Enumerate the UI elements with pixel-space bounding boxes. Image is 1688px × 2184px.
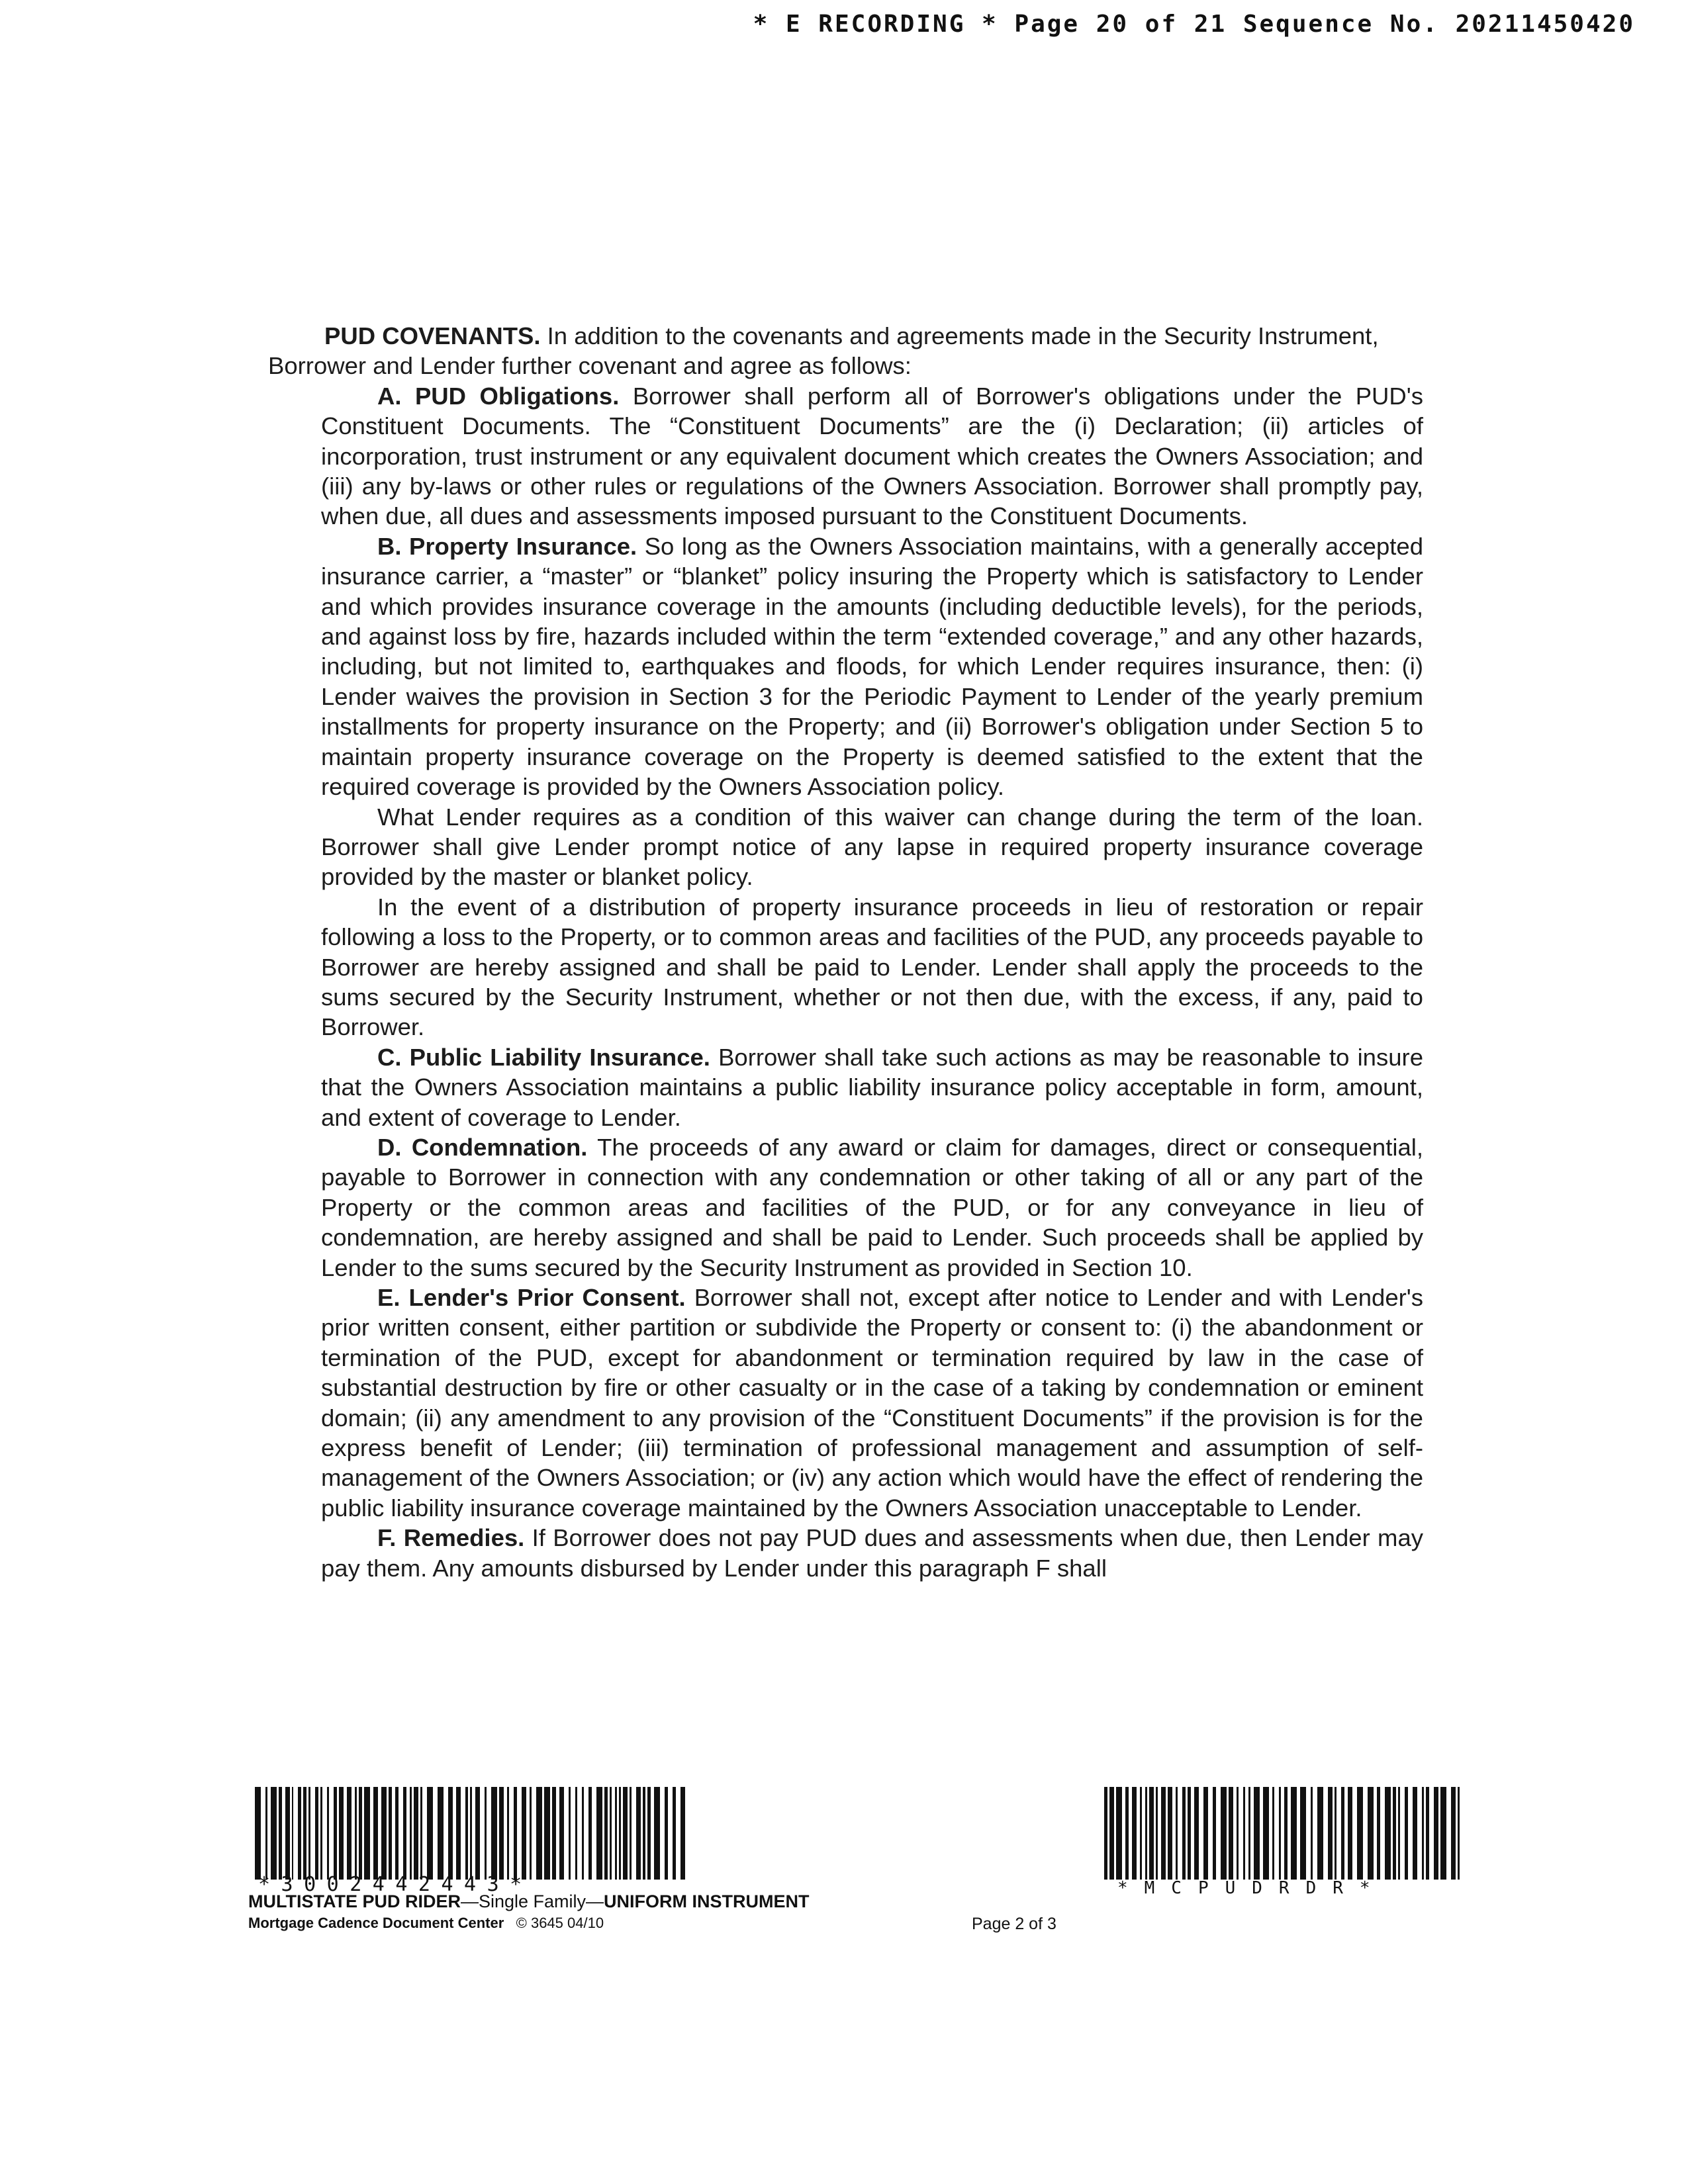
- barcode-right-caption: *MCPUDRDR*: [1117, 1878, 1387, 1898]
- barcode-bar: [552, 1787, 557, 1880]
- barcode-bar: [465, 1787, 469, 1880]
- section-a-text: Borrower shall perform all of Borrower's obligations under the PUD's Constituent Documents. The “Constituent Documents” are the (i) Declaration; (ii) articles of incorporation, trust instrument or any equivalent document which creates the Owners Association; and (iii) any by-laws or other rules or regulations of the Owners Association. Borrower shall promptly pay, when due, all dues and assessments imposed pursuant to the Constituent Documents.: [321, 382, 1423, 530]
- barcode-bar: [588, 1787, 592, 1880]
- barcode-bar: [255, 1787, 261, 1880]
- barcode-bar: [673, 1787, 676, 1880]
- barcode-bar: [1377, 1787, 1380, 1880]
- barcode-bar: [536, 1787, 542, 1880]
- barcode-bar: [427, 1787, 433, 1880]
- barcode-bar: [530, 1787, 532, 1880]
- barcode-bar: [1145, 1787, 1147, 1880]
- barcode-bar: [271, 1787, 277, 1880]
- barcode-left-caption: *3002442443*: [258, 1873, 533, 1896]
- intro-continuation: Borrower and Lender further covenant and agree as follows:: [268, 352, 912, 380]
- barcode-bar: [475, 1787, 480, 1880]
- section-b: [321, 531, 1423, 802]
- barcode-bar: [1272, 1787, 1274, 1880]
- recording-header: * E RECORDING * Page 20 of 21 Sequence No. 20211450420: [753, 11, 1635, 38]
- barcode-bar: [559, 1787, 564, 1880]
- barcode-bar: [327, 1787, 329, 1880]
- intro-paragraph: [268, 321, 1493, 381]
- barcode-left: [255, 1787, 688, 1880]
- barcode-bar: [1221, 1787, 1227, 1880]
- barcode-bar: [630, 1787, 632, 1880]
- section-d-heading: D. Condemnation.: [377, 1133, 588, 1161]
- barcode-bar: [1348, 1787, 1352, 1880]
- barcode-bar: [381, 1787, 387, 1880]
- form-title-part-3: UNIFORM INSTRUMENT: [604, 1891, 810, 1911]
- barcode-bar: [279, 1787, 282, 1880]
- barcode-bar: [334, 1787, 337, 1880]
- barcode-bar: [364, 1787, 370, 1880]
- barcode-bar: [1422, 1787, 1424, 1880]
- barcode-bar: [544, 1787, 550, 1880]
- section-f: [321, 1523, 1423, 1583]
- barcode-bar: [403, 1787, 406, 1880]
- intro-heading: PUD COVENANTS.: [324, 322, 541, 349]
- barcode-bar: [303, 1787, 306, 1880]
- barcode-bar: [414, 1787, 418, 1880]
- barcode-bar: [1291, 1787, 1297, 1880]
- barcode-bar: [604, 1787, 608, 1880]
- barcode-bar: [1182, 1787, 1186, 1880]
- barcode-bar: [636, 1787, 641, 1880]
- barcode-bar: [1149, 1787, 1154, 1880]
- barcode-bar: [1116, 1787, 1122, 1880]
- page-number: Page 2 of 3: [972, 1915, 1056, 1933]
- barcode-bar: [522, 1787, 526, 1880]
- section-c-text: Borrower shall take such actions as may be reasonable to insure that the Owners Association maintains a public liability insurance policy acceptable in form, amount, and extent of coverage to Lender.: [321, 1043, 1423, 1131]
- barcode-bar: [1368, 1787, 1374, 1880]
- barcode-bar: [456, 1787, 461, 1880]
- barcode-bar: [470, 1787, 472, 1880]
- form-title-part-1: MULTISTATE PUD RIDER: [248, 1891, 461, 1911]
- section-b-paragraph-3: In the event of a distribution of property insurance proceeds in lieu of restoration or repair following a loss to the Property, or to common areas and facilities of the PUD, any proceeds payable to Borrower are hereby assigned and shall be paid to Lender. Lender shall apply the proceeds to the sums secured by the Security Instrument, whether or not then due, with the excess, if any, paid to Borrower.: [321, 893, 1423, 1041]
- barcode-bar: [575, 1787, 577, 1880]
- barcode-bar: [1279, 1787, 1281, 1880]
- barcode-bar: [292, 1787, 294, 1880]
- barcode-bar: [654, 1787, 660, 1880]
- barcode-bar: [1341, 1787, 1344, 1880]
- publisher-name: Mortgage Cadence Document Center: [248, 1915, 504, 1931]
- section-e: [321, 1283, 1423, 1523]
- barcode-right: [1104, 1787, 1465, 1880]
- barcode-bar: [359, 1787, 362, 1880]
- document-body: [268, 321, 1493, 1583]
- barcode-bar: [1434, 1787, 1438, 1880]
- barcode-bar: [1132, 1787, 1137, 1880]
- barcode-bar: [1458, 1787, 1460, 1880]
- barcode-bar: [1194, 1787, 1199, 1880]
- barcode-bar: [1317, 1787, 1323, 1880]
- barcode-bar: [1156, 1787, 1158, 1880]
- barcode-bar: [1311, 1787, 1313, 1880]
- barcode-bar: [1451, 1787, 1456, 1880]
- barcode-bar: [1188, 1787, 1191, 1880]
- barcode-bar: [665, 1787, 668, 1880]
- barcode-bar: [308, 1787, 310, 1880]
- section-e-heading: E. Lender's Prior Consent.: [377, 1284, 686, 1311]
- section-b-text: So long as the Owners Association maintains, with a generally accepted insurance carrier, a “master” or “blanket” policy insuring the Property which is satisfactory to Lender and which provides insurance coverage in the amounts (including deductible levels), for the periods, and against loss by fire, hazards included within the term “extended coverage,” and any other hazards, including, but not limited to, earthquakes and floods, for which Lender requires insurance, then: (i) Lender waives the provision in Section 3 for the Periodic Payment to Lender of the yearly premium installments for property insurance on the Property; and (ii) Borrower's obligation under Section 5 to maintain property insurance coverage on the Property is deemed satisfied to the extent that the required coverage is provided by the Owners Association policy.: [321, 532, 1423, 801]
- barcode-bar: [1284, 1787, 1288, 1880]
- form-publisher-line: [248, 1915, 604, 1932]
- barcode-bar: [491, 1787, 497, 1880]
- section-b-heading: B. Property Insurance.: [377, 532, 637, 560]
- barcode-bar: [1300, 1787, 1306, 1880]
- section-d: [321, 1132, 1423, 1283]
- barcode-bar: [373, 1787, 378, 1880]
- barcode-bar: [569, 1787, 571, 1880]
- barcode-bar: [1203, 1787, 1208, 1880]
- barcode-bar: [1328, 1787, 1333, 1880]
- barcode-bar: [485, 1787, 487, 1880]
- barcode-bar: [1426, 1787, 1429, 1880]
- section-c-heading: C. Public Liability Insurance.: [377, 1043, 710, 1071]
- barcode-bar: [1125, 1787, 1129, 1880]
- barcode-bar: [514, 1787, 517, 1880]
- barcode-bar: [499, 1787, 504, 1880]
- barcode-bar: [643, 1787, 646, 1880]
- barcode-bar: [285, 1787, 290, 1880]
- section-f-heading: F. Remedies.: [377, 1524, 525, 1552]
- section-a-heading: A. PUD Obligations.: [377, 382, 620, 410]
- barcode-bar: [610, 1787, 612, 1880]
- barcode-bar: [1413, 1787, 1417, 1880]
- barcode-bar: [582, 1787, 584, 1880]
- barcode-bar: [1161, 1787, 1166, 1880]
- section-b-paragraph-2: What Lender requires as a condition of this waiver can change during the term of the loan. Borrower shall give Lender prompt notice of any lapse in required property insurance coverage provided by the master or blanket policy.: [321, 803, 1423, 891]
- barcode-bar: [596, 1787, 602, 1880]
- barcode-bar: [1263, 1787, 1269, 1880]
- intro-text: In addition to the covenants and agreements made in the Security Instrument,: [540, 322, 1379, 349]
- barcode-bar: [623, 1787, 628, 1880]
- barcode-bar: [1176, 1787, 1178, 1880]
- barcode-bar: [615, 1787, 617, 1880]
- barcode-bar: [347, 1787, 352, 1880]
- section-d-text: The proceeds of any award or claim for damages, direct or consequential, payable to Borrower in connection with any condemnation or other taking of all or any part of the Property or the common areas and facilities of the PUD, or for any conveyance in lieu of condemnation, are hereby assigned and shall be paid to Lender. Such proceeds shall be applied by Lender to the sums secured by the Security Instrument as provided in Section 10.: [321, 1133, 1424, 1281]
- barcode-bar: [647, 1787, 651, 1880]
- barcode-bar: [438, 1787, 444, 1880]
- barcode-bar: [1393, 1787, 1396, 1880]
- barcode-bar: [410, 1787, 412, 1880]
- barcode-bar: [1398, 1787, 1400, 1880]
- barcode-bar: [448, 1787, 453, 1880]
- barcode-bar: [1335, 1787, 1336, 1880]
- barcode-bar: [420, 1787, 422, 1880]
- barcode-bar: [320, 1787, 322, 1880]
- section-a: [321, 381, 1423, 531]
- barcode-bar: [395, 1787, 399, 1880]
- barcode-bar: [1385, 1787, 1391, 1880]
- covenant-sections: [321, 381, 1423, 1583]
- form-number: © 3645 04/10: [516, 1915, 604, 1931]
- barcode-bar: [1405, 1787, 1408, 1880]
- barcode-bar: [1254, 1787, 1260, 1880]
- barcode-bar: [1109, 1787, 1114, 1880]
- section-c: [321, 1042, 1423, 1132]
- barcode-bar: [1213, 1787, 1216, 1880]
- barcode-bar: [1357, 1787, 1363, 1880]
- section-f-text: If Borrower does not pay PUD dues and assessments when due, then Lender may pay them. Any amounts disbursed by Lender under this paragraph F shall: [321, 1524, 1424, 1582]
- barcode-bar: [1104, 1787, 1107, 1880]
- barcode-bar: [507, 1787, 509, 1880]
- form-title: [248, 1891, 810, 1912]
- barcode-bar: [355, 1787, 357, 1880]
- barcode-bar: [1248, 1787, 1250, 1880]
- barcode-bar: [1440, 1787, 1446, 1880]
- section-e-text: Borrower shall not, except after notice to Lender and with Lender's prior written consent, either partition or subdivide the Property or consent to: (i) the abandonment or termination of the PUD, except for abandonment or termination required by law in the case of substantial destruction by fire or other casualty or in the case of a taking by condemnation or eminent domain; (ii) any amendment to any provision of the “Constituent Documents” if the provision is for the express benefit of Lender; (iii) termination of professional management and assumption of self-management of the Owners Association; or (iv) any action which would have the effect of rendering the public liability insurance coverage maintained by the Owners Association unacceptable to Lender.: [321, 1284, 1423, 1522]
- barcode-bar: [1243, 1787, 1245, 1880]
- barcode-bar: [265, 1787, 267, 1880]
- barcode-bar: [389, 1787, 392, 1880]
- barcode-bar: [619, 1787, 621, 1880]
- barcode-bar: [1140, 1787, 1142, 1880]
- barcode-bar: [1229, 1787, 1233, 1880]
- barcode-bar: [1168, 1787, 1172, 1880]
- barcode-bar: [339, 1787, 344, 1880]
- barcode-bar: [298, 1787, 301, 1880]
- barcode-bar: [1237, 1787, 1239, 1880]
- form-title-part-2: —Single Family—: [460, 1891, 604, 1911]
- barcode-bar: [315, 1787, 318, 1880]
- barcode-bar: [680, 1787, 685, 1880]
